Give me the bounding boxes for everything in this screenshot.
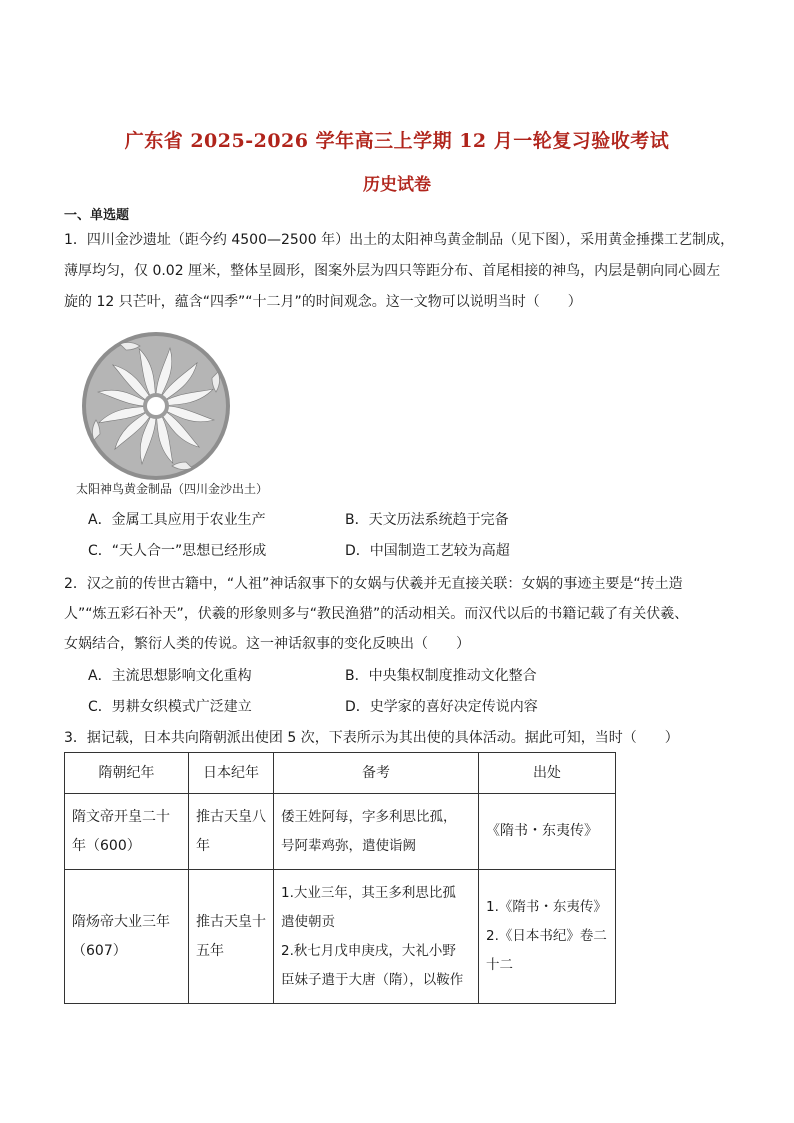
cell-line: 臣妹子遣于大唐（隋），以鞍作: [281, 971, 464, 988]
sun-bird-gold-figure: [80, 330, 232, 482]
cell-line: 1.《隋书・东夷传》: [486, 899, 607, 915]
q1-stem-line: 1．四川金沙遗址（距今约 4500—2500 年）出土的太阳神鸟黄金制品（见下图），采用黄金捶揲工艺制成，: [64, 232, 735, 248]
cell-line: 1.大业三年，其王多利思比孤: [281, 884, 456, 901]
cell-line: （607）: [72, 942, 127, 959]
q1-option-d[interactable]: D．中国制造工艺较为高超: [345, 543, 510, 559]
cell-line: 《隋书・东夷传》: [486, 823, 598, 839]
cell-line: 遣使朝贡: [281, 913, 335, 930]
table-cell: [479, 870, 616, 1004]
table-cell: [189, 870, 274, 1004]
table-cell: [274, 794, 479, 870]
table-cell: [479, 794, 616, 870]
q1-option-c[interactable]: C．“天人合一”思想已经形成: [88, 543, 267, 559]
exam-title: 广东省 2025-2026 学年高三上学期 12 月一轮复习验收考试: [124, 130, 670, 152]
table-cell: [189, 794, 274, 870]
table-cell: [274, 870, 479, 1004]
table-header-row: [65, 753, 616, 794]
cell-line: 推古天皇八: [196, 808, 266, 825]
q1-stem-line: 旋的 12 只芒叶，蕴含“四季”“十二月”的时间观念。这一文物可以说明当时（ ）: [64, 294, 582, 310]
q1-stem-line: 薄厚均匀，仅 0.02 厘米，整体呈圆形，图案外层为四只等距分布、首尾相接的神鸟，内层是朝向同心圆左: [64, 263, 721, 279]
q2-stem-line: 人”“炼五彩石补天”，伏羲的形象则多与“教民渔猎”的活动相关。而汉代以后的书籍记载了有关伏羲、: [64, 606, 689, 622]
q2-stem-line: 2．汉之前的传世古籍中，“人祖”神话叙事下的女娲与伏羲并无直接关联：女娲的事迹主要是“抟土造: [64, 576, 683, 592]
cell-line: 号阿辈鸡弥，遣使诣阙: [281, 837, 416, 854]
table-row: [65, 794, 616, 870]
q2-option-a[interactable]: A．主流思想影响文化重构: [88, 668, 252, 684]
cell-line: 年: [196, 837, 210, 854]
column-header: 隋朝纪年: [65, 753, 189, 794]
q2-option-d[interactable]: D．史学家的喜好决定传说内容: [345, 699, 538, 715]
envoy-table: [64, 752, 616, 1004]
figure-caption: 太阳神鸟黄金制品（四川金沙出土）: [76, 482, 269, 496]
q1-option-b[interactable]: B．天文历法系统趋于完备: [345, 512, 509, 528]
table-cell: [65, 870, 189, 1004]
section-heading: 一、单选题: [64, 208, 130, 223]
table-row: [65, 870, 616, 1004]
table-cell: [65, 794, 189, 870]
column-header: 备考: [274, 753, 479, 794]
cell-line: 年（600）: [72, 837, 141, 854]
q2-option-b[interactable]: B．中央集权制度推动文化整合: [345, 668, 537, 684]
cell-line: 2.秋七月戊申庚戌，大礼小野: [281, 942, 456, 959]
q3-stem: 3．据记载，日本共向隋朝派出使团 5 次，下表所示为其出使的具体活动。据此可知，当时（ ）: [64, 730, 679, 746]
cell-line: 推古天皇十: [196, 913, 266, 930]
column-header: 出处: [479, 753, 616, 794]
q2-option-c[interactable]: C．男耕女织模式广泛建立: [88, 699, 252, 715]
q2-stem-line: 女娲结合，繁衍人类的传说。这一神话叙事的变化反映出（ ）: [64, 636, 470, 652]
exam-subtitle: 历史试卷: [363, 175, 431, 195]
column-header: 日本纪年: [189, 753, 274, 794]
q1-option-a[interactable]: A．金属工具应用于农业生产: [88, 512, 266, 528]
cell-line: 倭王姓阿每，字多利思比孤，: [281, 808, 457, 825]
cell-line: 隋炀帝大业三年: [72, 913, 170, 930]
cell-line: 2.《日本书纪》卷二: [486, 928, 607, 944]
cell-line: 隋文帝开皇二十: [72, 808, 170, 825]
cell-line: 十二: [486, 957, 513, 973]
cell-line: 五年: [196, 942, 224, 959]
